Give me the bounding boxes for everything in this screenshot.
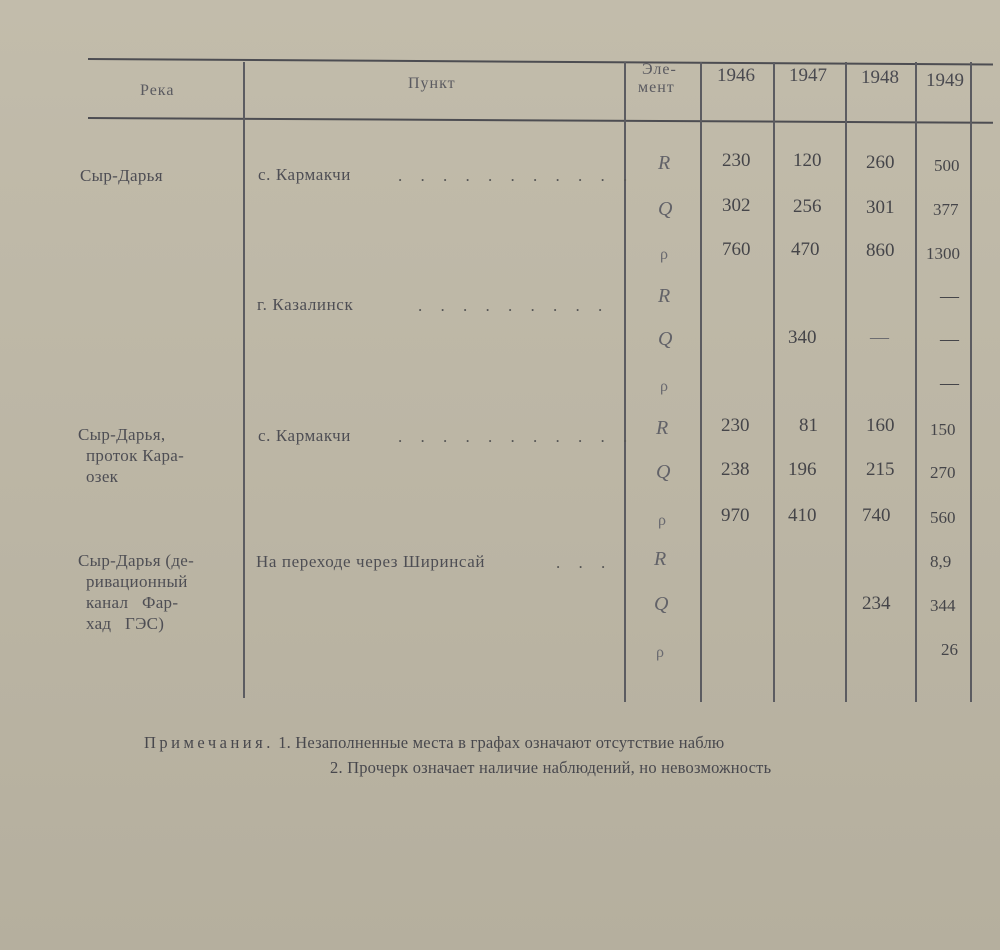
value-cell: 302 <box>722 195 751 216</box>
header-year-1948: 1948 <box>861 67 899 88</box>
column-divider <box>773 62 775 702</box>
element-symbol: R <box>656 417 669 439</box>
leader-dots: . . . <box>556 553 613 572</box>
value-cell: 1300 <box>926 244 960 263</box>
element-symbol: R <box>654 548 667 570</box>
value-cell: 270 <box>930 463 956 482</box>
notes-line-2: 2. Прочерк означает наличие наблюдений, но невозможность <box>330 758 772 777</box>
element-symbol: R <box>658 285 671 307</box>
station-name: На переходе через Ширинсай <box>256 552 486 571</box>
note-1-text: 1. Незаполненные места в графах означают отсутствие наблю <box>278 733 725 752</box>
value-cell: 26 <box>941 640 958 659</box>
value-cell: 230 <box>721 415 750 436</box>
header-river: Река <box>140 82 175 99</box>
element-symbol: Q <box>658 328 673 350</box>
element-symbol: Q <box>658 198 673 220</box>
value-cell: 234 <box>862 593 891 614</box>
river-name: ривационный <box>86 572 188 591</box>
value-cell: — <box>940 286 959 307</box>
header-element-line1: Эле- <box>642 61 677 78</box>
value-cell: 230 <box>722 150 751 171</box>
notes-line-1 <box>144 735 724 752</box>
value-cell: 377 <box>933 200 959 219</box>
column-divider <box>845 62 847 702</box>
header-year-1949: 1949 <box>926 70 964 91</box>
element-symbol: ρ <box>660 246 668 263</box>
value-cell: 340 <box>788 327 817 348</box>
value-cell: — <box>940 373 959 394</box>
value-cell: 740 <box>862 505 891 526</box>
header-point: Пункт <box>408 75 456 92</box>
value-cell: — <box>870 327 889 348</box>
header-year-1946: 1946 <box>717 65 755 86</box>
value-cell: 760 <box>722 239 751 260</box>
station-name: с. Кармакчи <box>258 165 351 184</box>
value-cell: 260 <box>866 152 895 173</box>
station-name: с. Кармакчи <box>258 426 351 445</box>
value-cell: 500 <box>934 156 960 175</box>
value-cell: 238 <box>721 459 750 480</box>
leader-dots: . . . . . . . . . <box>418 296 610 315</box>
table-top-rule <box>88 58 993 66</box>
column-divider <box>915 62 917 702</box>
river-name: Сыр-Дарья (де- <box>78 551 195 570</box>
river-name: Сыр-Дарья, <box>78 425 166 444</box>
element-symbol: ρ <box>660 378 668 395</box>
column-divider <box>700 62 702 702</box>
header-element-line2: мент <box>638 79 675 96</box>
river-name: хад ГЭС) <box>86 614 165 633</box>
leader-dots: . . . . . . . . . . . <box>398 427 635 446</box>
value-cell: 215 <box>866 459 895 480</box>
value-cell: 160 <box>866 415 895 436</box>
element-symbol: R <box>658 152 671 174</box>
value-cell: 256 <box>793 196 822 217</box>
value-cell: 344 <box>930 596 956 615</box>
value-cell: 81 <box>799 415 818 436</box>
value-cell: 150 <box>930 420 956 439</box>
value-cell: 470 <box>791 239 820 260</box>
table-header-rule <box>88 117 993 124</box>
value-cell: — <box>940 329 959 350</box>
element-symbol: Q <box>656 461 671 483</box>
value-cell: 560 <box>930 508 956 527</box>
value-cell: 301 <box>866 197 895 218</box>
column-divider <box>624 62 626 702</box>
element-symbol: ρ <box>656 644 664 661</box>
element-symbol: ρ <box>658 512 666 529</box>
leader-dots: . . . . . . . . . . . <box>398 166 635 185</box>
column-divider <box>243 62 245 698</box>
value-cell: 196 <box>788 459 817 480</box>
river-name: Сыр-Дарья <box>80 166 163 185</box>
element-symbol: Q <box>654 593 669 615</box>
value-cell: 8,9 <box>930 552 952 571</box>
station-name: г. Казалинск <box>257 295 354 314</box>
river-name: озек <box>86 467 119 486</box>
value-cell: 970 <box>721 505 750 526</box>
column-divider <box>970 62 972 702</box>
header-year-1947: 1947 <box>789 65 827 86</box>
value-cell: 120 <box>793 150 822 171</box>
notes-label: Примечания. <box>144 733 274 752</box>
river-name: канал Фар- <box>86 593 179 612</box>
value-cell: 860 <box>866 240 895 261</box>
river-name: проток Кара- <box>86 446 185 465</box>
value-cell: 410 <box>788 505 817 526</box>
